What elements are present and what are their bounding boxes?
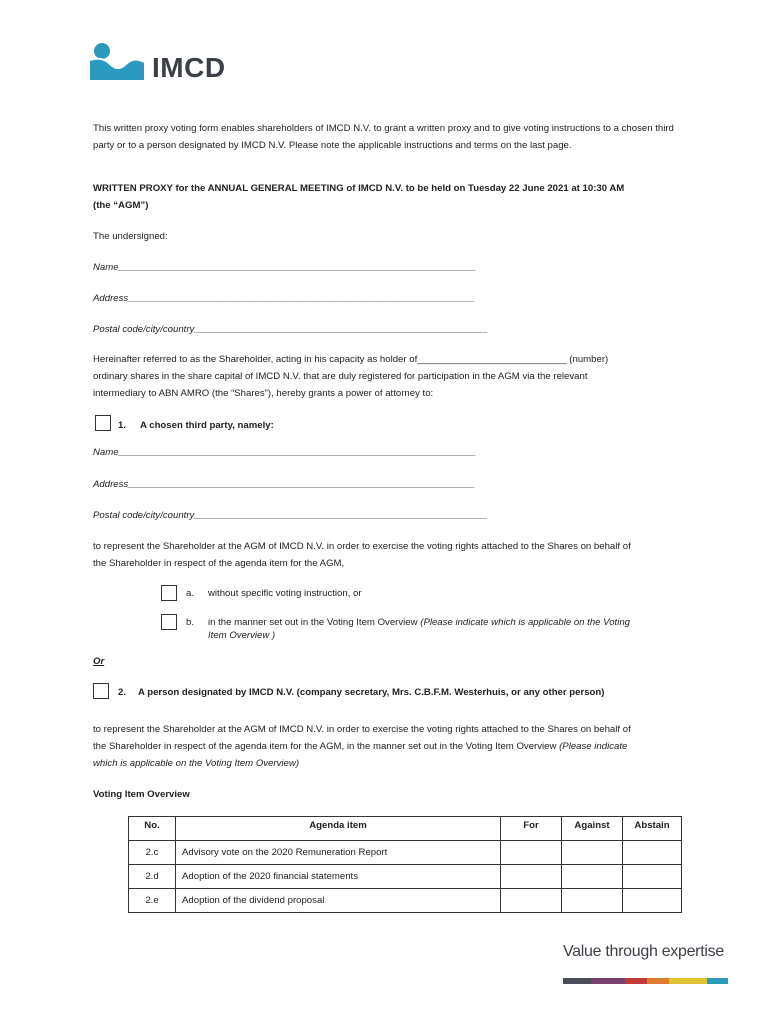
proxy-postal-field[interactable]: Postal code/city/country_______________________________________________________: [93, 510, 488, 521]
option-2-label: A person designated by IMCD N.V. (company secretary, Mrs. C.B.F.M. Westerhuis, or any other person): [138, 687, 605, 698]
table-row: [129, 841, 682, 865]
option-2-checkbox[interactable]: [93, 683, 109, 699]
option-b-note: (Please indicate which is applicable on the Voting: [420, 617, 631, 628]
vote-against-cell[interactable]: [562, 841, 623, 865]
intro-paragraph: This written proxy voting form enables shareholders of IMCD N.V. to grant a written proxy and to give voting instructions to a chosen third party or to a person designated by IMCD N.V. Please note the applicable instructions and terms on the last page.: [93, 123, 674, 151]
or-separator: Or: [93, 656, 105, 667]
row-agenda-item: Adoption of the dividend proposal: [176, 889, 501, 913]
header-abstain: Abstain: [623, 817, 682, 841]
footer-color-bar-6: [707, 978, 728, 984]
row-agenda-item: Adoption of the 2020 financial statements: [176, 865, 501, 889]
vote-abstain-cell[interactable]: [623, 865, 682, 889]
hereinafter-line-1: Hereinafter referred to as the Shareholder, acting in his capacity as holder of____________________________ (number): [93, 354, 609, 365]
represent-2-line-2-text: the Shareholder in respect of the agenda item for the AGM, in the manner set out in the Voting Item Overview: [93, 741, 557, 752]
option-a-letter: a.: [186, 588, 195, 599]
option-b-checkbox[interactable]: [161, 614, 177, 630]
company-logo: [88, 42, 238, 86]
footer-color-bar-1: [563, 978, 591, 984]
proxy-name-field[interactable]: Name___________________________________________________________________: [93, 447, 477, 458]
logo-mark-icon: [88, 42, 146, 82]
footer-color-bar-2: [591, 978, 625, 984]
header-for: For: [501, 817, 562, 841]
represent-2-line-1: to represent the Shareholder at the AGM of IMCD N.V. in order to exercise the voting rights attached to the Shares on behalf of: [93, 724, 631, 735]
logo-text: IMCD: [152, 52, 226, 83]
undersigned-label: The undersigned:: [93, 231, 168, 242]
footer-color-bar-3: [625, 978, 647, 984]
hereinafter-line-2: ordinary shares in the share capital of IMCD N.V. that are duly registered for participation in the AGM via the relevant: [93, 371, 588, 382]
proxy-heading: WRITTEN PROXY for the ANNUAL GENERAL MEETING of IMCD N.V. to be held on Tuesday 22 June 2021 at 10:30 AM: [93, 183, 625, 194]
option-1-label: A chosen third party, namely:: [140, 420, 274, 431]
voting-overview-title: Voting Item Overview: [93, 789, 190, 800]
shareholder-name-field[interactable]: Name___________________________________________________________________: [93, 262, 477, 273]
table-header-row: [129, 817, 682, 841]
table-row: [129, 865, 682, 889]
shareholder-address-field[interactable]: Address_________________________________________________________________: [93, 293, 476, 304]
vote-for-cell[interactable]: [501, 841, 562, 865]
row-no: 2.e: [129, 889, 176, 913]
option-2-number: 2.: [118, 687, 127, 698]
row-agenda-item: Advisory vote on the 2020 Remuneration Report: [176, 841, 501, 865]
header-agenda-item: Agenda item: [176, 817, 501, 841]
vote-abstain-cell[interactable]: [623, 889, 682, 913]
footer-tagline: Value through expertise: [563, 943, 724, 960]
header-no: No.: [129, 817, 176, 841]
header-against: Against: [562, 817, 623, 841]
hereinafter-line-3: intermediary to ABN AMRO (the “Shares”), hereby grants a power of attorney to:: [93, 388, 434, 399]
table-row: [129, 889, 682, 913]
option-b-note-2: Item Overview ): [208, 630, 276, 641]
row-no: 2.c: [129, 841, 176, 865]
represent-1-line-1: to represent the Shareholder at the AGM of IMCD N.V. in order to exercise the voting rights attached to the Shares on behalf of: [93, 541, 631, 552]
shareholder-postal-field[interactable]: Postal code/city/country_______________________________________________________: [93, 324, 488, 335]
vote-for-cell[interactable]: [501, 889, 562, 913]
proxy-address-field[interactable]: Address_________________________________________________________________: [93, 479, 476, 490]
option-1-number: 1.: [118, 420, 127, 431]
vote-for-cell[interactable]: [501, 865, 562, 889]
proxy-heading-agm: (the “AGM”): [93, 200, 149, 211]
represent-1-line-2: the Shareholder in respect of the agenda item for the AGM,: [93, 558, 345, 569]
vote-abstain-cell[interactable]: [623, 841, 682, 865]
option-1-checkbox[interactable]: [95, 415, 111, 431]
option-b-text: in the manner set out in the Voting Item Overview: [208, 617, 418, 628]
option-a-label: without specific voting instruction, or: [208, 588, 362, 599]
row-no: 2.d: [129, 865, 176, 889]
footer-color-bar-5: [669, 978, 707, 984]
vote-against-cell[interactable]: [562, 865, 623, 889]
represent-2-line-2-note: (Please indicate: [559, 741, 628, 752]
option-a-checkbox[interactable]: [161, 585, 177, 601]
represent-2-line-2: [93, 738, 627, 755]
represent-2-line-3: which is applicable on the Voting Item Overview): [93, 758, 300, 769]
footer-color-bar-4: [647, 978, 669, 984]
voting-item-table: [128, 816, 682, 913]
option-b-letter: b.: [186, 617, 195, 628]
vote-against-cell[interactable]: [562, 889, 623, 913]
